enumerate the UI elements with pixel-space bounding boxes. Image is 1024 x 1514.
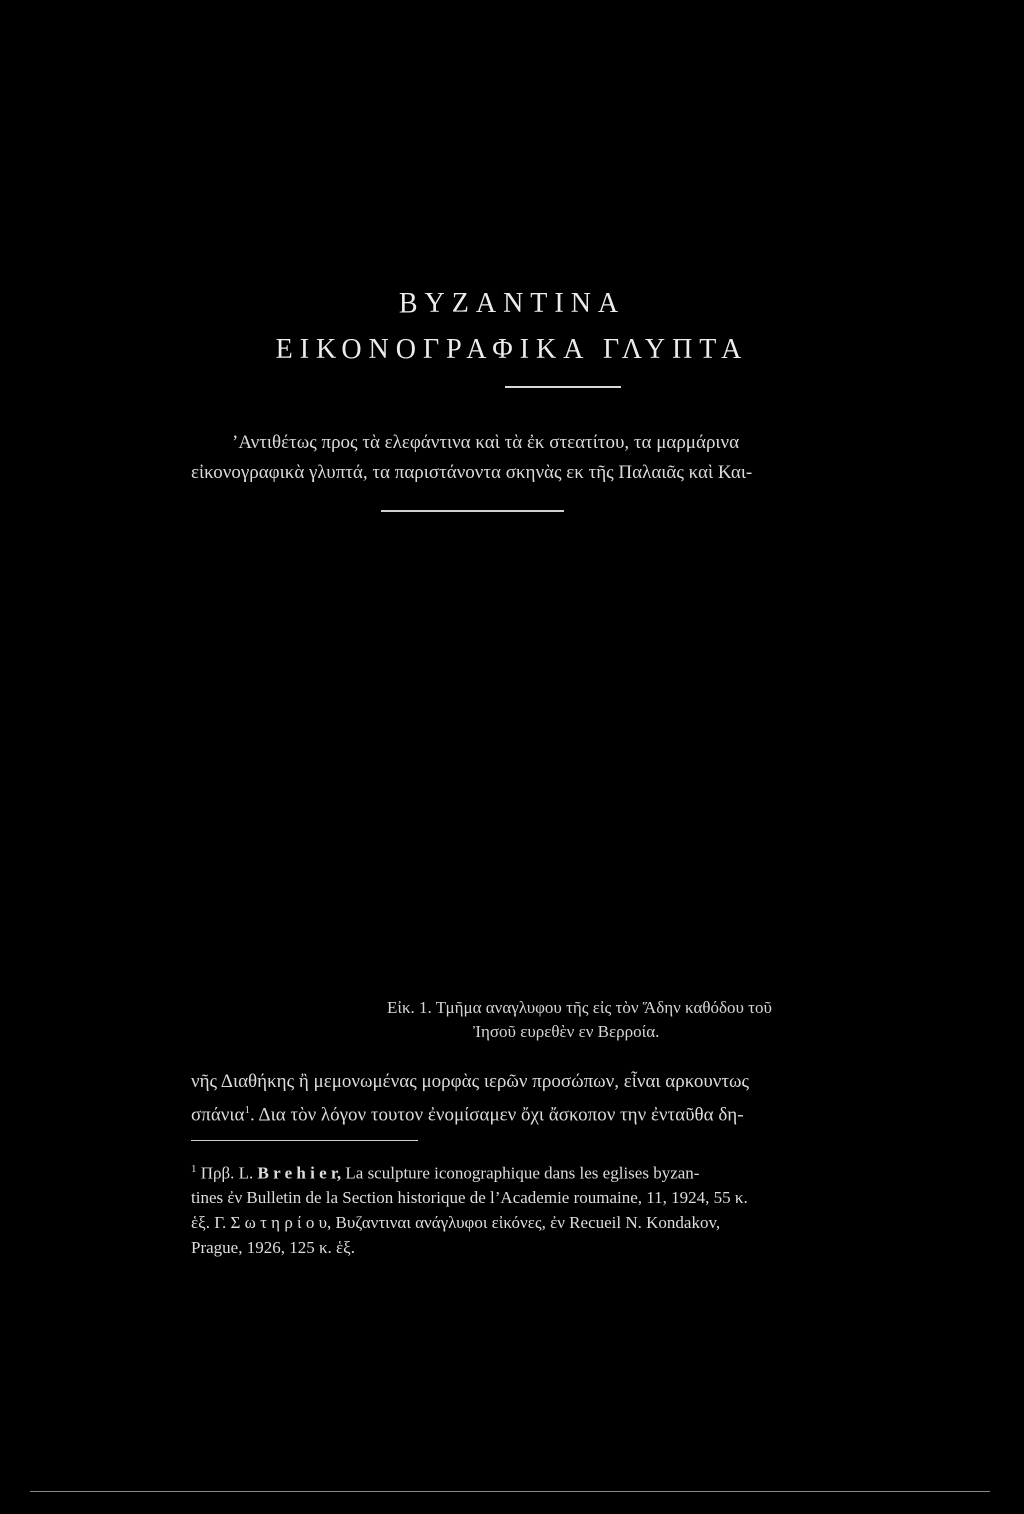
footnote-title-1: La sculpture iconographique dans les eglises byzan- xyxy=(345,1163,700,1183)
figure-caption-line-1: Εἰκ. 1. Τμῆμα αναγλυφου τῆς εἰς τὸν Ἅδην καθόδου τοῦ xyxy=(387,998,772,1017)
page-bottom-edge xyxy=(30,1491,990,1492)
footnote-author-brehier: B r e h i e r, xyxy=(257,1163,342,1183)
footnote-author-sotiriou: Σ ω τ η ρ ί ο υ, xyxy=(230,1213,332,1232)
footnote-title-2: Βυζαντιναι ανάγλυφοι εἰκόνες, ἐν Recueil N. Kondakov, xyxy=(335,1213,721,1232)
body-line-2-rest: . Δια τὸν λόγον τουτον ἐνομίσαμεν ὄχι ἄσκοπον την ἐνταῦθα δη- xyxy=(249,1104,744,1126)
footnote-line-4: Prague, 1926, 125 κ. ἑξ. xyxy=(191,1238,355,1257)
footnote-line-2: tines ἐν Bulletin de la Section historique de l’Academie roumaine, 11, 1924, 55 κ. xyxy=(191,1188,748,1207)
title-divider xyxy=(505,386,621,388)
figure-image xyxy=(0,520,1024,965)
figure-top-edge xyxy=(381,510,564,512)
page-title-line1: ΒΥΖΑΝΤΙΝΑ xyxy=(398,288,626,319)
footnote-marker: 1 xyxy=(191,1163,197,1175)
footnote-line-3 xyxy=(191,1213,720,1233)
body-line-2-text: σπάνια xyxy=(191,1104,245,1126)
page-title-line2: ΕΙΚΟΝΟΓΡΑΦΙΚΑ ΓΛΥΠΤΑ xyxy=(275,334,749,365)
footnote-separator xyxy=(191,1140,418,1141)
footnote-ref-2: ἑξ. Γ. xyxy=(191,1213,227,1232)
body-line-1: νῆς Διαθήκης ἢ μεμονωμένας μορφὰς ιερῶν προσώπων, εἶναι αρκουντως xyxy=(191,1071,750,1092)
intro-line-1: ’Αντιθέτως προς τὰ ελεφάντινα καὶ τὰ ἐκ στεατίτου, τα μαρμάρινα xyxy=(232,432,740,453)
intro-line-2: εἰκονογραφικὰ γλυπτά, τα παριστάνοντα σκηνὰς εκ τῆς Παλαιᾶς καὶ Και- xyxy=(191,462,753,483)
footnote-prefix: Πρβ. L. xyxy=(200,1163,254,1183)
body-line-2 xyxy=(191,1104,744,1126)
footnote-line-1 xyxy=(191,1163,699,1184)
figure-caption-line-2: Ἰησοῦ ευρεθὲν εν Βερροία. xyxy=(473,1022,660,1041)
footnote-reference: 1 xyxy=(244,1104,250,1116)
